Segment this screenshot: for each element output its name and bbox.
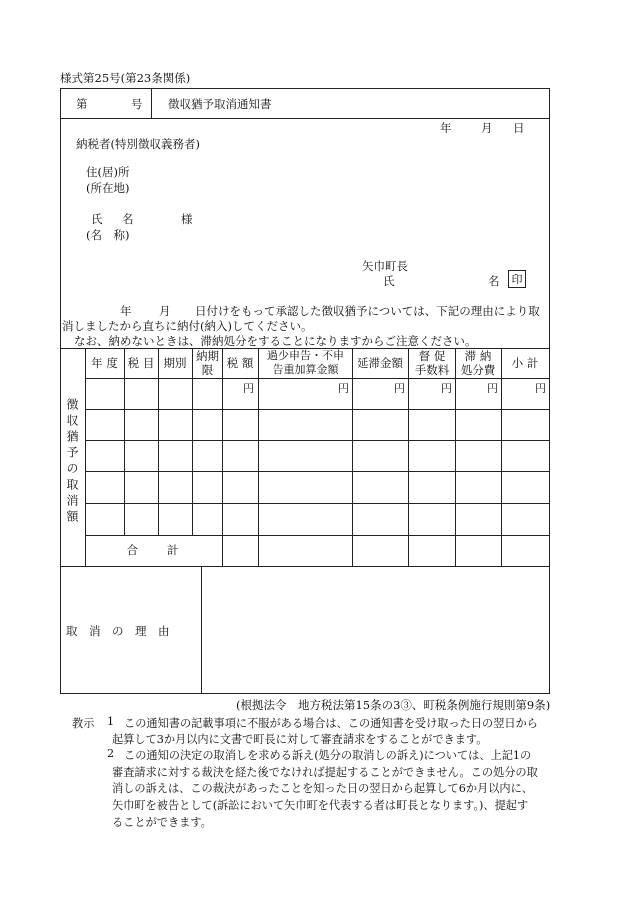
instruction-1-number: 1 xyxy=(107,715,115,728)
date-year: 年 xyxy=(440,121,452,135)
header-item: 税 目 xyxy=(127,355,155,370)
frame-right xyxy=(549,88,550,693)
instruction-2-line-1: この通知の決定の取消しを求める訴え(処分の取消しの訴え)については、上記1の xyxy=(124,749,532,762)
name-label-first: 氏 xyxy=(91,212,103,226)
legal-basis: (根拠法令 地方税法第15条の3③、町税条例施行規則第9条) xyxy=(236,698,551,712)
col-divider xyxy=(222,348,223,566)
total-label: 合 計 xyxy=(126,543,181,558)
header-deadline: 納期限 xyxy=(196,348,219,377)
address-label: 住(居)所 xyxy=(86,165,130,179)
unit-yen: 円 xyxy=(487,382,498,395)
side-label: 徴収猶予の取消額 xyxy=(65,398,79,526)
reason-label: 取 消 の 理 由 xyxy=(66,624,170,638)
table-row-line xyxy=(85,409,550,410)
unit-yen: 円 xyxy=(243,382,254,395)
name-honorific: 様 xyxy=(181,212,193,226)
table-bottom-line xyxy=(60,566,550,567)
unit-yen: 円 xyxy=(394,382,405,395)
unit-yen: 円 xyxy=(441,382,452,395)
frame-left xyxy=(60,88,61,693)
table-header-line xyxy=(85,378,550,379)
date-month: 月 xyxy=(481,121,493,135)
header-subtotal: 小 計 xyxy=(511,355,539,370)
body-month: 月 xyxy=(159,304,171,318)
name-label-second: 名 xyxy=(122,212,134,226)
col-divider xyxy=(408,348,409,566)
header-arrears: 延滞金額 xyxy=(357,355,403,370)
instruction-2-number: 2 xyxy=(107,747,115,760)
header-bottom-line xyxy=(60,118,550,119)
header-divider xyxy=(151,88,152,118)
instruction-2-line-3: 消しの訴えは、この裁決があったことを知った日の翌日から起算して6か月以内に、 xyxy=(112,782,533,795)
reason-divider xyxy=(201,566,202,693)
frame-top xyxy=(60,88,550,89)
instructions-label: 教示 xyxy=(72,717,95,730)
instruction-2-line-5: ることができます。 xyxy=(112,816,212,829)
name-sub-label: (名 称) xyxy=(86,228,130,242)
instruction-1-line-1: この通知書の記載事項に不服がある場合は、この通知書を受け取った日の翌日から xyxy=(124,717,538,730)
table-row-line xyxy=(85,471,550,472)
instruction-2-line-2: 審査請求に対する裁決を経た後でなければ提起することができません。この処分の取 xyxy=(112,766,538,779)
issuer-title: 矢巾町長 xyxy=(362,259,408,273)
col-divider xyxy=(501,348,502,566)
header-disposal: 滞 納処分費 xyxy=(460,348,496,377)
unit-yen: 円 xyxy=(535,382,546,395)
header-fee: 督 促手数料 xyxy=(414,348,450,377)
col-divider xyxy=(455,348,456,566)
seal-box: 印 xyxy=(508,270,526,288)
form-number: 様式第25号(第23条関係) xyxy=(60,71,191,85)
instruction-2-line-4: 矢巾町を被告として(訴訟において矢巾町を代表する者は町長となります。)、提起す xyxy=(112,799,529,812)
issuer-name-first: 氏 xyxy=(383,274,395,288)
table-row-line xyxy=(85,503,550,504)
issuer-name-second: 名 xyxy=(488,274,500,288)
body-line-1: 日付けをもって承認した徴収猶予については、下記の理由により取 xyxy=(195,304,540,318)
table-row-line xyxy=(85,440,550,441)
taxpayer-label: 納税者(特別徴収義務者) xyxy=(76,137,200,151)
side-label-divider xyxy=(85,348,86,566)
frame-bottom xyxy=(60,693,550,694)
date-day: 日 xyxy=(513,121,525,135)
body-line-2: 消しましたから直ちに納付(納入)してください。 xyxy=(62,319,313,333)
body-year: 年 xyxy=(120,304,132,318)
number-label-first: 第 xyxy=(76,97,88,111)
instruction-1-line-2: 起算して3か月以内に文書で町長に対して審査請求をすることができます。 xyxy=(112,733,488,746)
col-divider xyxy=(258,348,259,566)
header-period: 期別 xyxy=(163,355,187,370)
header-tax: 税 額 xyxy=(226,355,254,370)
body-line-3: なお、納めないときは、滞納処分をすることになりますからご注意ください。 xyxy=(74,334,477,348)
header-penalty: 過少申告・不申告重加算金額 xyxy=(267,349,344,376)
address-sub-label: (所在地) xyxy=(86,181,130,195)
document-title: 徴収猶予取消通知書 xyxy=(168,97,272,111)
header-year: 年 度 xyxy=(91,355,118,370)
col-divider xyxy=(352,348,353,566)
number-label-suffix: 号 xyxy=(131,97,143,111)
unit-yen: 円 xyxy=(338,382,349,395)
